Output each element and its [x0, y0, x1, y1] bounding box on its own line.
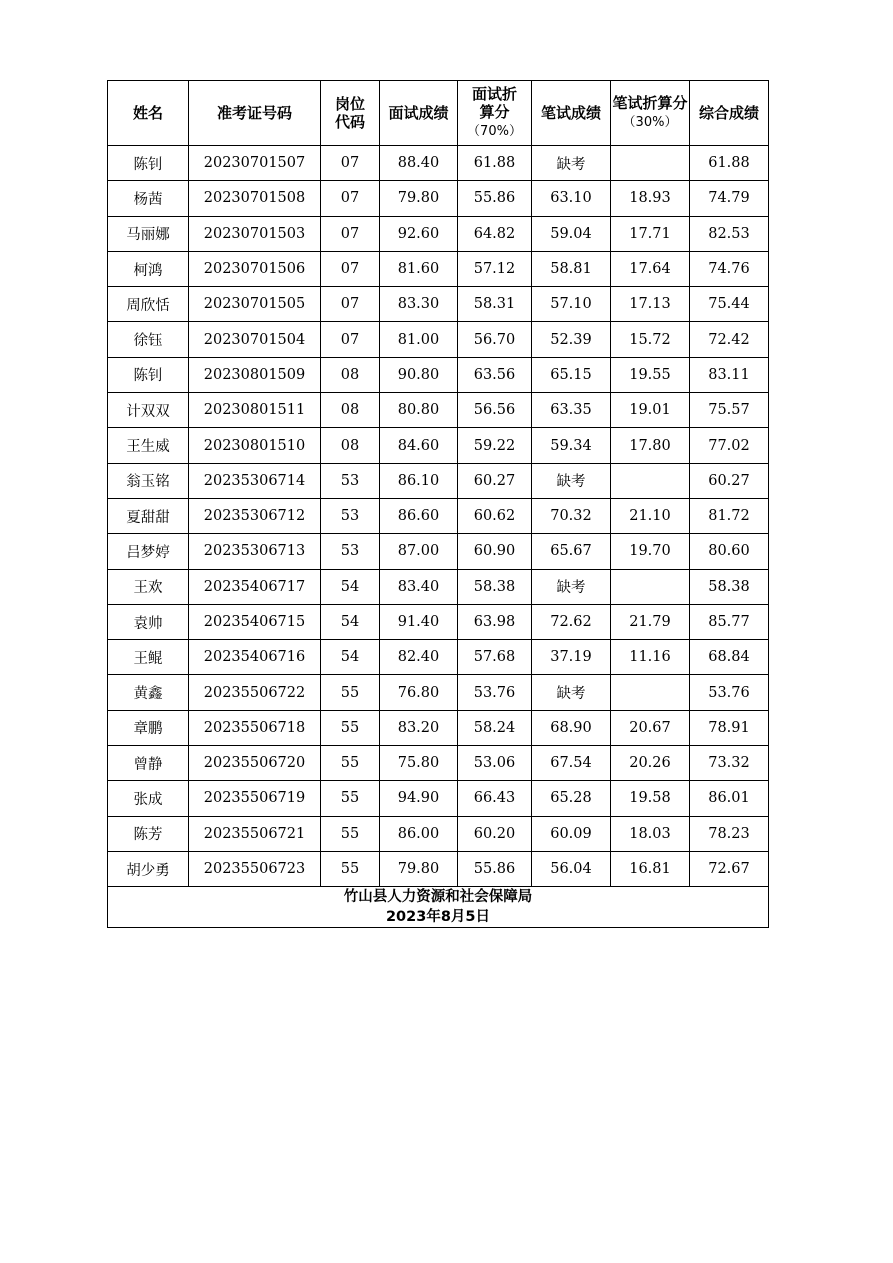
cell-total: 81.72 [690, 498, 769, 533]
cell-ticket: 20235306714 [189, 463, 321, 498]
cell-ticket: 20230701507 [189, 146, 321, 181]
cell-written: 72.62 [532, 604, 611, 639]
cell-interview-conv: 60.20 [458, 816, 532, 851]
cell-written-conv: 18.03 [611, 816, 690, 851]
cell-total: 82.53 [690, 216, 769, 251]
cell-ticket: 20230801511 [189, 393, 321, 428]
table-row [108, 604, 769, 639]
cell-ticket: 20235406717 [189, 569, 321, 604]
cell-position: 55 [321, 816, 380, 851]
cell-interview-conv: 61.88 [458, 146, 532, 181]
header-position: 岗位代码 [321, 81, 380, 146]
cell-written-conv [611, 463, 690, 498]
table-row [108, 640, 769, 675]
footer-date: 2023年8月5日 [385, 909, 491, 926]
table-row [108, 746, 769, 781]
cell-total: 73.32 [690, 746, 769, 781]
cell-position: 08 [321, 357, 380, 392]
header-ticket: 准考证号码 [189, 81, 321, 146]
cell-written-conv: 21.10 [611, 498, 690, 533]
cell-written: 59.34 [532, 428, 611, 463]
cell-interview-conv: 55.86 [458, 851, 532, 886]
cell-total: 58.38 [690, 569, 769, 604]
cell-interview: 83.40 [380, 569, 458, 604]
cell-written-conv [611, 569, 690, 604]
cell-written-conv: 18.93 [611, 181, 690, 216]
cell-written-conv: 19.70 [611, 534, 690, 569]
cell-total: 74.79 [690, 181, 769, 216]
cell-interview: 92.60 [380, 216, 458, 251]
cell-total: 53.76 [690, 675, 769, 710]
cell-interview: 81.60 [380, 251, 458, 286]
cell-interview: 79.80 [380, 181, 458, 216]
cell-interview-conv: 53.06 [458, 746, 532, 781]
table-row [108, 463, 769, 498]
cell-name: 吕梦婷 [108, 534, 189, 569]
cell-total: 75.44 [690, 287, 769, 322]
score-table [107, 80, 769, 928]
cell-ticket: 20235506720 [189, 746, 321, 781]
cell-name: 曾静 [108, 746, 189, 781]
cell-interview: 91.40 [380, 604, 458, 639]
cell-ticket: 20235406716 [189, 640, 321, 675]
cell-interview-conv: 66.43 [458, 781, 532, 816]
cell-total: 83.11 [690, 357, 769, 392]
header-total: 综合成绩 [690, 81, 769, 146]
table-row [108, 357, 769, 392]
cell-written-conv: 17.13 [611, 287, 690, 322]
cell-name: 陈芳 [108, 816, 189, 851]
cell-position: 07 [321, 146, 380, 181]
cell-position: 53 [321, 463, 380, 498]
cell-total: 61.88 [690, 146, 769, 181]
cell-written-conv [611, 675, 690, 710]
cell-written: 52.39 [532, 322, 611, 357]
table-row [108, 534, 769, 569]
header-row [108, 81, 769, 146]
cell-written-conv: 17.71 [611, 216, 690, 251]
cell-ticket: 20230701506 [189, 251, 321, 286]
cell-name: 计双双 [108, 393, 189, 428]
cell-interview-conv: 60.27 [458, 463, 532, 498]
cell-ticket: 20235306712 [189, 498, 321, 533]
cell-interview-conv: 63.98 [458, 604, 532, 639]
cell-ticket: 20235306713 [189, 534, 321, 569]
table-row [108, 675, 769, 710]
table-row [108, 498, 769, 533]
cell-name: 黄鑫 [108, 675, 189, 710]
cell-interview-conv: 58.24 [458, 710, 532, 745]
table-row [108, 146, 769, 181]
header-written-conv: 笔试折算分 （30%） [611, 81, 690, 146]
table-row [108, 710, 769, 745]
cell-interview-conv: 63.56 [458, 357, 532, 392]
cell-name: 陈钊 [108, 357, 189, 392]
table-row [108, 569, 769, 604]
cell-written-conv: 21.79 [611, 604, 690, 639]
cell-written: 68.90 [532, 710, 611, 745]
cell-name: 翁玉铭 [108, 463, 189, 498]
cell-position: 54 [321, 604, 380, 639]
cell-written-conv: 17.64 [611, 251, 690, 286]
cell-written-conv: 19.58 [611, 781, 690, 816]
cell-written: 60.09 [532, 816, 611, 851]
cell-ticket: 20235506721 [189, 816, 321, 851]
cell-position: 55 [321, 675, 380, 710]
cell-ticket: 20230801509 [189, 357, 321, 392]
cell-interview: 86.10 [380, 463, 458, 498]
cell-ticket: 20235406715 [189, 604, 321, 639]
cell-interview: 83.20 [380, 710, 458, 745]
table-row [108, 816, 769, 851]
table-row [108, 322, 769, 357]
cell-total: 72.42 [690, 322, 769, 357]
cell-ticket: 20230801510 [189, 428, 321, 463]
cell-written: 67.54 [532, 746, 611, 781]
cell-written: 59.04 [532, 216, 611, 251]
cell-position: 55 [321, 710, 380, 745]
cell-written: 65.67 [532, 534, 611, 569]
cell-interview-conv: 59.22 [458, 428, 532, 463]
cell-total: 80.60 [690, 534, 769, 569]
cell-interview: 87.00 [380, 534, 458, 569]
cell-interview-conv: 58.38 [458, 569, 532, 604]
cell-interview-conv: 57.12 [458, 251, 532, 286]
cell-position: 07 [321, 216, 380, 251]
table-row [108, 393, 769, 428]
cell-written: 缺考 [532, 463, 611, 498]
cell-interview: 80.80 [380, 393, 458, 428]
cell-name: 周欣恬 [108, 287, 189, 322]
cell-interview: 75.80 [380, 746, 458, 781]
cell-written: 70.32 [532, 498, 611, 533]
table-row [108, 181, 769, 216]
header-written-conv-pct: （30%） [622, 115, 678, 130]
score-document [107, 80, 768, 928]
cell-name: 王欢 [108, 569, 189, 604]
cell-total: 77.02 [690, 428, 769, 463]
cell-total: 78.23 [690, 816, 769, 851]
cell-name: 章鹏 [108, 710, 189, 745]
cell-interview: 86.60 [380, 498, 458, 533]
cell-name: 王生威 [108, 428, 189, 463]
cell-interview: 82.40 [380, 640, 458, 675]
cell-name: 杨茜 [108, 181, 189, 216]
header-written: 笔试成绩 [532, 81, 611, 146]
cell-ticket: 20230701504 [189, 322, 321, 357]
cell-interview-conv: 58.31 [458, 287, 532, 322]
cell-name: 徐钰 [108, 322, 189, 357]
cell-written: 65.15 [532, 357, 611, 392]
table-row [108, 251, 769, 286]
cell-total: 86.01 [690, 781, 769, 816]
cell-interview-conv: 60.90 [458, 534, 532, 569]
cell-position: 55 [321, 781, 380, 816]
cell-interview-conv: 57.68 [458, 640, 532, 675]
footer-cell [108, 887, 769, 928]
cell-position: 07 [321, 287, 380, 322]
cell-ticket: 20235506718 [189, 710, 321, 745]
cell-written: 58.81 [532, 251, 611, 286]
cell-name: 陈钊 [108, 146, 189, 181]
cell-name: 胡少勇 [108, 851, 189, 886]
header-interview: 面试成绩 [380, 81, 458, 146]
cell-position: 08 [321, 393, 380, 428]
cell-interview-conv: 60.62 [458, 498, 532, 533]
cell-ticket: 20230701508 [189, 181, 321, 216]
cell-total: 85.77 [690, 604, 769, 639]
cell-position: 54 [321, 569, 380, 604]
cell-written: 63.10 [532, 181, 611, 216]
cell-written-conv: 16.81 [611, 851, 690, 886]
cell-position: 53 [321, 534, 380, 569]
cell-interview: 86.00 [380, 816, 458, 851]
cell-position: 54 [321, 640, 380, 675]
cell-total: 68.84 [690, 640, 769, 675]
cell-name: 张成 [108, 781, 189, 816]
cell-interview: 94.90 [380, 781, 458, 816]
header-name: 姓名 [108, 81, 189, 146]
cell-total: 75.57 [690, 393, 769, 428]
cell-position: 08 [321, 428, 380, 463]
cell-written-conv: 11.16 [611, 640, 690, 675]
cell-position: 53 [321, 498, 380, 533]
cell-interview: 79.80 [380, 851, 458, 886]
cell-written: 65.28 [532, 781, 611, 816]
cell-ticket: 20230701505 [189, 287, 321, 322]
cell-written-conv: 20.67 [611, 710, 690, 745]
cell-interview: 90.80 [380, 357, 458, 392]
header-interview-conv: 面试折算分 （70%） [458, 81, 532, 146]
cell-name: 王鲲 [108, 640, 189, 675]
cell-total: 74.76 [690, 251, 769, 286]
cell-interview: 76.80 [380, 675, 458, 710]
header-interview-conv-pct: （70%） [467, 124, 522, 139]
footer-organization: 竹山县人力资源和社会保障局 [343, 889, 533, 906]
cell-interview-conv: 55.86 [458, 181, 532, 216]
cell-ticket: 20235506722 [189, 675, 321, 710]
cell-written: 56.04 [532, 851, 611, 886]
cell-ticket: 20230701503 [189, 216, 321, 251]
cell-position: 55 [321, 851, 380, 886]
cell-written: 缺考 [532, 146, 611, 181]
cell-position: 07 [321, 322, 380, 357]
cell-total: 72.67 [690, 851, 769, 886]
cell-interview: 88.40 [380, 146, 458, 181]
table-row [108, 428, 769, 463]
cell-written-conv: 20.26 [611, 746, 690, 781]
cell-written-conv: 17.80 [611, 428, 690, 463]
cell-interview-conv: 53.76 [458, 675, 532, 710]
table-row [108, 781, 769, 816]
table-row [108, 216, 769, 251]
cell-interview-conv: 56.56 [458, 393, 532, 428]
cell-written-conv: 15.72 [611, 322, 690, 357]
cell-interview: 84.60 [380, 428, 458, 463]
cell-position: 07 [321, 251, 380, 286]
cell-written: 63.35 [532, 393, 611, 428]
cell-ticket: 20235506719 [189, 781, 321, 816]
cell-written: 57.10 [532, 287, 611, 322]
cell-written-conv: 19.01 [611, 393, 690, 428]
cell-name: 袁帅 [108, 604, 189, 639]
table-row [108, 851, 769, 886]
cell-position: 55 [321, 746, 380, 781]
cell-written: 缺考 [532, 675, 611, 710]
cell-interview-conv: 56.70 [458, 322, 532, 357]
cell-total: 78.91 [690, 710, 769, 745]
cell-name: 柯鸿 [108, 251, 189, 286]
table-row [108, 287, 769, 322]
cell-total: 60.27 [690, 463, 769, 498]
cell-written-conv: 19.55 [611, 357, 690, 392]
cell-written-conv [611, 146, 690, 181]
cell-interview-conv: 64.82 [458, 216, 532, 251]
cell-name: 夏甜甜 [108, 498, 189, 533]
footer-row [108, 887, 769, 928]
cell-written: 缺考 [532, 569, 611, 604]
cell-interview: 83.30 [380, 287, 458, 322]
cell-written: 37.19 [532, 640, 611, 675]
cell-interview: 81.00 [380, 322, 458, 357]
cell-ticket: 20235506723 [189, 851, 321, 886]
cell-name: 马丽娜 [108, 216, 189, 251]
cell-position: 07 [321, 181, 380, 216]
